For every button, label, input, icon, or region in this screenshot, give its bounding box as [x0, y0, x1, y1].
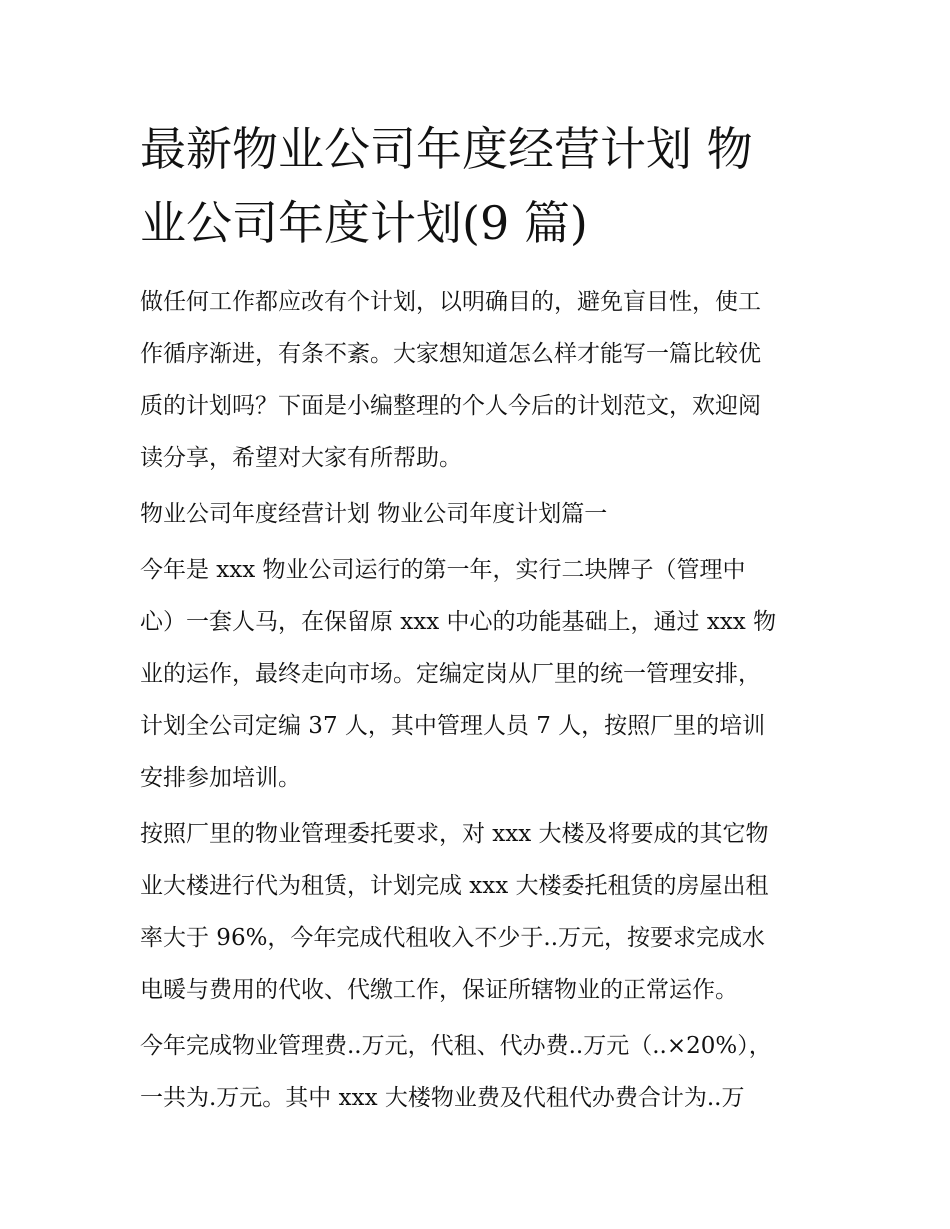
text-line: 一共为.万元。其中 xxx 大楼物业费及代租代办费合计为..万	[140, 1085, 745, 1111]
text-line: 电暖与费用的代收、代缴工作，保证所辖物业的正常运作。	[140, 977, 738, 1003]
title-line: 业公司年度计划(9 篇)	[140, 196, 588, 250]
intro-paragraph	[140, 276, 812, 484]
body-paragraph	[140, 1020, 812, 1124]
text-line: 计划全公司定编 37 人，其中管理人员 7 人，按照厂里的培训	[140, 713, 766, 739]
document-body	[140, 276, 812, 1124]
title-line: 最新物业公司年度经营计划 物	[140, 122, 753, 176]
text-line: 做任何工作都应改有个计划，以明确目的，避免盲目性，使工	[140, 289, 761, 315]
text-line: 业的运作，最终走向市场。定编定岗从厂里的统一管理安排，	[140, 661, 761, 687]
text-line: 业大楼进行代为租赁，计划完成 xxx 大楼委托租赁的房屋出租	[140, 873, 769, 899]
document-content	[140, 112, 812, 1128]
document-title	[140, 112, 812, 260]
text-line: 质的计划吗？下面是小编整理的个人今后的计划范文，欢迎阅	[140, 393, 761, 419]
text-line: 读分享，希望对大家有所帮助。	[140, 445, 462, 471]
text-line: 按照厂里的物业管理委托要求，对 xxx 大楼及将要成的其它物	[140, 821, 769, 847]
text-line: 心）一套人马，在保留原 xxx 中心的功能基础上，通过 xxx 物	[140, 609, 777, 635]
text-line: 安排参加培训。	[140, 765, 301, 791]
text-line: 今年完成物业管理费..万元，代租、代办费..万元（..×20%），	[140, 1033, 772, 1059]
body-paragraph	[140, 544, 812, 804]
text-line: 率大于 96%，今年完成代租收入不少于..万元，按要求完成水	[140, 925, 766, 951]
body-paragraph	[140, 808, 812, 1016]
text-line: 今年是 xxx 物业公司运行的第一年，实行二块牌子（管理中	[140, 557, 746, 583]
text-line: 作循序渐进，有条不紊。大家想知道怎么样才能写一篇比较优	[140, 341, 761, 367]
section-heading: 物业公司年度经营计划 物业公司年度计划篇一	[140, 501, 608, 527]
